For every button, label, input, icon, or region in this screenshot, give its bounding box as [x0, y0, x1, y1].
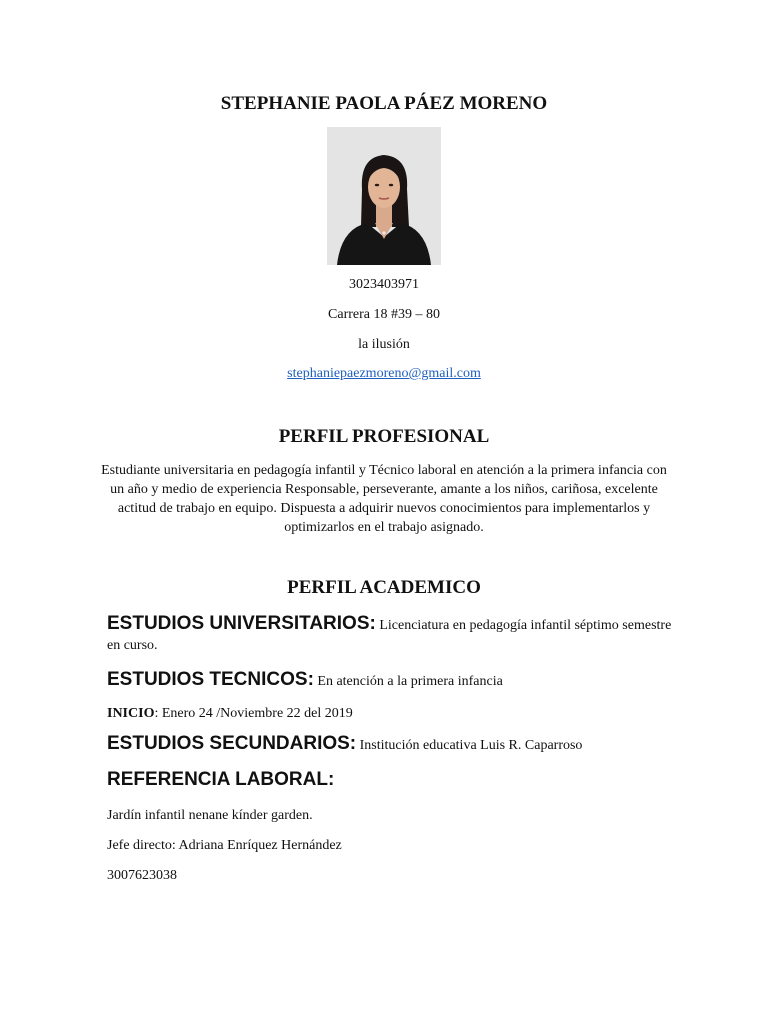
- perfil-profesional-text: Estudiante universitaria en pedagogía infantil y Técnico laboral en atención a la primera infancia con un año y medio de experiencia Responsable, perseverante, amante a los niños, cariñosa, excelente actitud de trabajo en equipo. Dispuesta a adquirir nuevos conocimientos para implementarlos y optimizarlos en el trabajo asignado.: [101, 463, 667, 535]
- estudios-secundarios-label: ESTUDIOS SECUNDARIOS:: [107, 733, 357, 754]
- estudios-universitarios-row: [107, 614, 687, 656]
- referencia-boss: Jefe directo: Adriana Enríquez Hernández: [107, 838, 342, 853]
- referencia-laboral-heading: [107, 770, 687, 792]
- estudios-secundarios-row: [107, 734, 687, 756]
- estudios-secundarios-value: Institución educativa Luis R. Caparroso: [356, 738, 583, 753]
- inicio-label: INICIO: [107, 706, 155, 721]
- section-heading-perfil-profesional: PERFIL PROFESIONAL: [278, 426, 490, 447]
- email-block: [0, 366, 768, 382]
- phone-number: 3023403971: [349, 277, 419, 292]
- inicio-value: : Enero 24 /Noviembre 22 del 2019: [154, 706, 353, 721]
- estudios-universitarios-label: ESTUDIOS UNIVERSITARIOS:: [107, 613, 376, 634]
- estudios-tecnicos-row: [107, 670, 687, 692]
- inicio-row: [107, 704, 687, 724]
- referencia-place: Jardín infantil nenane kínder garden.: [107, 808, 313, 823]
- referencia-phone: 3007623038: [107, 868, 177, 883]
- neighborhood: la ilusión: [358, 337, 410, 352]
- referencia-laboral-label: REFERENCIA LABORAL:: [107, 769, 335, 790]
- section-heading-perfil-academico: PERFIL ACADEMICO: [287, 577, 481, 598]
- profile-photo: [327, 127, 441, 265]
- estudios-tecnicos-value: En atención a la primera infancia: [313, 674, 503, 689]
- estudios-universitarios-value: Licenciatura en pedagogía infantil séptimo semestre en curso.: [107, 618, 672, 653]
- address: Carrera 18 #39 – 80: [328, 307, 440, 322]
- email-link[interactable]: stephaniepaezmoreno@gmail.com: [287, 366, 481, 381]
- candidate-name: STEPHANIE PAOLA PÁEZ MORENO: [220, 93, 548, 114]
- estudios-tecnicos-label: ESTUDIOS TECNICOS:: [107, 669, 314, 690]
